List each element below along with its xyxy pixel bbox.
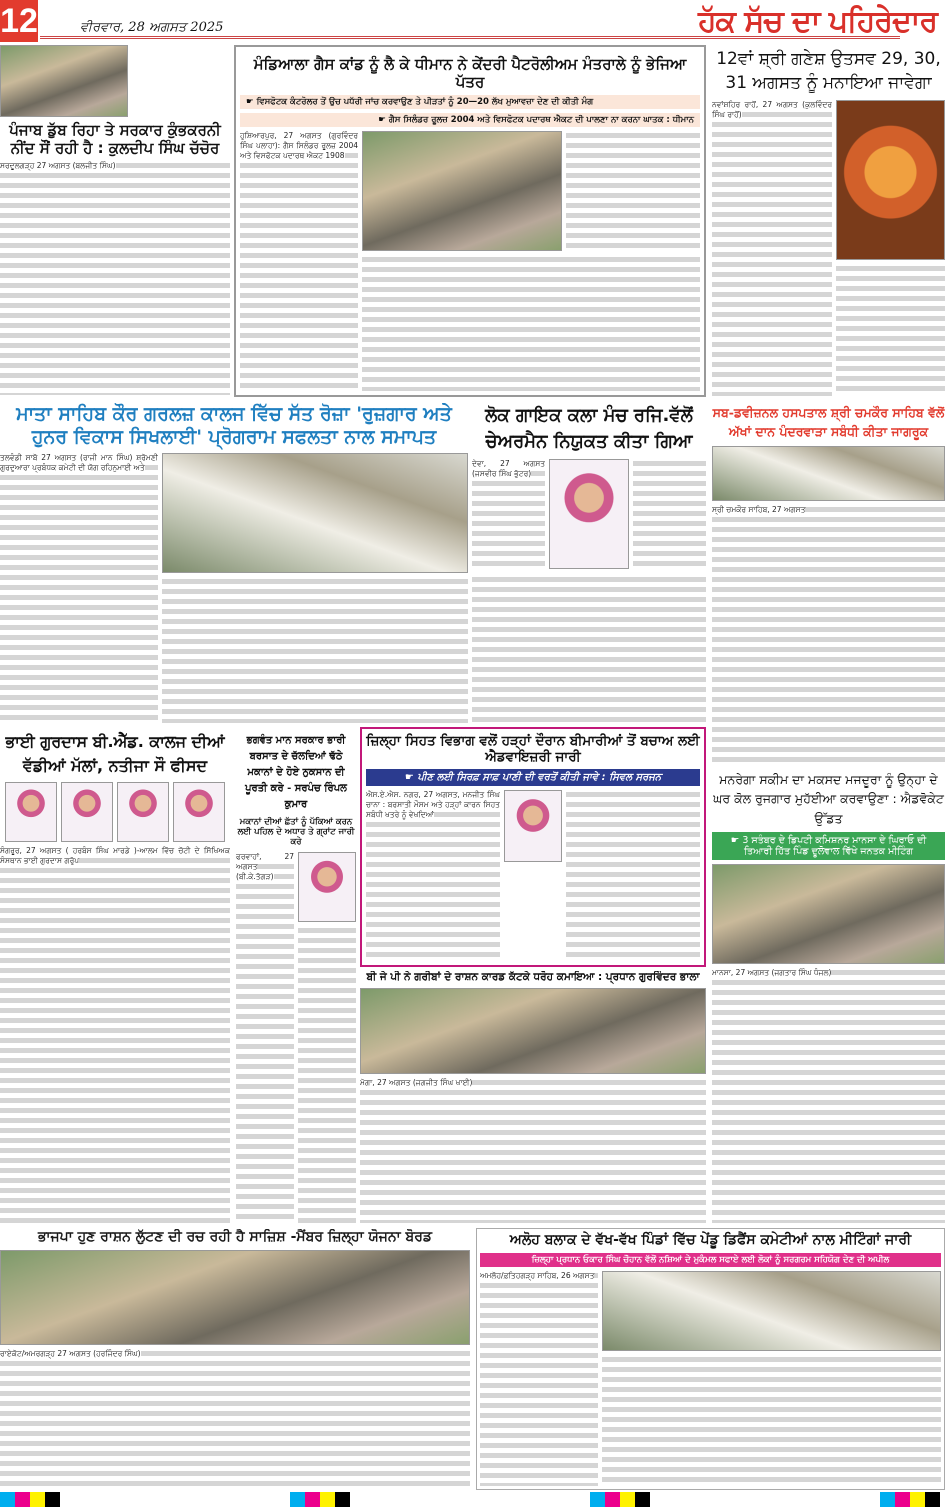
article-photo: [362, 131, 562, 251]
article-body: [0, 161, 230, 395]
article-text: ਦੇਵਾ, 27 ਅਗਸਤ (ਜਸਵੀਰ ਸਿੰਘ ਭੁੱਟਰ): [472, 459, 545, 479]
article-photo: [0, 1250, 470, 1345]
article-body-continued: [566, 131, 700, 251]
issue-date: ਵੀਰਵਾਰ, 28 ਅਗਸਤ 2025: [80, 20, 224, 35]
article-body-continued: [298, 926, 356, 1223]
article-headline: ਭਾਜਪਾ ਹੁਣ ਰਾਸ਼ਨ ਲੁੱਟਣ ਦੀ ਰਚ ਰਹੀ ਹੈ ਸਾਜ਼ਿਸ਼ -ਮੈਂਬਰ ਜ਼ਿਲ੍ਹਾ ਯੋਜਨਾ ਬੋਰਡ: [37, 1229, 433, 1245]
article-box: [476, 1228, 945, 1490]
color-registration-bar: [290, 1492, 350, 1507]
student-photo: [173, 782, 225, 842]
article: [0, 403, 468, 723]
portrait-photo: [298, 852, 356, 922]
article-body: [0, 1349, 470, 1489]
article-subhead: ☛ ਪੀਣ ਲਈ ਸਿਰਫ਼ ਸਾਫ਼ ਪਾਣੀ ਦੀ ਵਰਤੋਂ ਕੀਤੀ ਜਾਵੇ : ਸਿਵਲ ਸਰਜਨ: [366, 769, 700, 786]
student-photo: [117, 782, 169, 842]
article-photo: [162, 453, 468, 573]
article-text: ਹੁਸ਼ਿਆਰਪੁਰ, 27 ਅਗਸਤ (ਗੁਰਵਿੰਦਰ ਸਿੰਘ ਪਲਾਹਾ): ਗੈਸ ਸਿਲੰਡਰ ਰੂਲਜ਼ 2004 ਅਤੇ ਵਿਸਫੋਟਕ ਪਦਾਰਥ ਐਕਟ 1908: [240, 131, 358, 160]
article-text: ਮੋਗਾ, 27 ਅਗਸਤ (ਜਗਜੀਤ ਸਿੰਘ ਖਾਈ): [360, 1077, 473, 1087]
article-body-continued: [162, 577, 468, 723]
article-body: [480, 1271, 598, 1486]
article-headline: ਸਬ-ਡਵੀਜ਼ਨਲ ਹਸਪਤਾਲ ਸ਼੍ਰੀ ਚਮਕੌਰ ਸਾਹਿਬ ਵੱਲੋਂ ਅੱਖਾਂ ਦਾਨ ਪੰਦਰਵਾੜਾ ਸਬੰਧੀ ਕੀਤਾ ਜਾਗਰੂਕ: [712, 405, 945, 440]
color-registration-bar: [0, 1492, 60, 1507]
article-subhead: ਜ਼ਿਲ੍ਹਾ ਪ੍ਰਧਾਨ ਓਕਾਰ ਸਿੰਘ ਚੌਹਾਨ ਵੱਲੋਂ ਨਸ਼ਿਆਂ ਦੇ ਮੁਕੰਮਲ ਸਫਾਏ ਲਈ ਲੋਕਾਂ ਨੂੰ ਸਰਗਰਮ ਸਹਿਯੋਗ ਦੇਣ ਦੀ ਅਪੀਲ: [480, 1253, 941, 1267]
article-box: [360, 727, 706, 967]
masthead-logo: ਹੱਕ ਸੱਚ ਦਾ ਪਹਿਰੇਦਾਰ: [698, 4, 937, 39]
article-headline: ਭਗਵੰਤ ਮਾਨ ਸਰਕਾਰ ਭਾਰੀ ਬਰਸਾਤ ਦੇ ਚੱਲਦਿਆਂ ਢੱਠੇ ਮਕਾਨਾਂ ਦੇ ਹੋਏ ਨੁਕਸਾਨ ਦੀ ਪੂਰਤੀ ਕਰੇ - ਸਰਪੰਚ ਰਿੰਪਲ ਕੁਮਾਰ: [245, 735, 347, 810]
article: [712, 403, 945, 765]
article-headline: 12ਵਾਂ ਸ਼੍ਰੀ ਗਣੇਸ਼ ਉਤਸਵ 29, 30, 31 ਅਗਸਤ ਨੂੰ ਮਨਾਇਆ ਜਾਵੇਗਾ: [716, 49, 941, 93]
color-registration-bar: [880, 1492, 940, 1507]
color-registration-bar: [590, 1492, 650, 1507]
article-subhead: ਮਕਾਨਾਂ ਦੀਆਂ ਛੱਤਾਂ ਨੂੰ ਪੱਕਿਆਂ ਕਰਨ ਲਈ ਪਹਿਲ ਦੇ ਅਧਾਰ ਤੇ ਗ੍ਰਾਂਟ ਜਾਰੀ ਕਰੇ: [237, 817, 355, 848]
article-body: [712, 968, 945, 1223]
article-subhead: ☛ 3 ਸਤੰਬਰ ਦੇ ਡਿਪਟੀ ਕਮਿਸ਼ਨਰ ਮਾਨਸਾ ਦੇ ਘਿਰਾਓ ਦੀ ਤਿਆਰੀ ਹਿੱਤ ਪਿੰਡ ਦੂਲੋਵਾਲ ਵਿੱਖੇ ਜਨਤਕ ਮੀਟਿੰਗ: [712, 832, 945, 860]
header-rule: [40, 36, 900, 39]
article-text: ਰਾਏਕੋਟ/ਅਮਰਗੜ੍ਹ 27 ਅਗਸਤ (ਹਰਜਿੰਦਰ ਸਿੰਘ): [0, 1348, 141, 1358]
article-text: ਤਲਵੰਡੀ ਸਾਬੋ 27 ਅਗਸਤ (ਰਾਜੀ ਮਾਨ ਸਿੰਘ) ਸ਼੍ਰੋਮਣੀ ਗੁਰਦੁਆਰਾ ਪ੍ਰਬੰਧਕ ਕਮੇਟੀ ਦੀ ਯੋਗ ਰਹਿਨੁਮਾਈ ਅਤੇ: [0, 452, 158, 472]
article-box: [234, 45, 706, 397]
article-headline: ਲੋਕ ਗਾਇਕ ਕਲਾ ਮੰਚ ਰਜਿ.ਵੱਲੋਂ ਚੇਅਰਮੈਨ ਨਿਯੁਕਤ ਕੀਤਾ ਗਿਆ: [485, 405, 693, 453]
article-body: [240, 131, 358, 391]
article-headline: ਪੰਜਾਬ ਡੁੱਬ ਰਿਹਾ ਤੇ ਸਰਕਾਰ ਕੁੰਭਕਰਨੀ ਨੀਂਦ ਸੌਂ ਰਹੀ ਹੈ : ਕੁਲਦੀਪ ਸਿੰਘ ਚੱਚੋਰ: [9, 121, 221, 157]
article-headline: ਬੀ ਜੇ ਪੀ ਨੇ ਗਰੀਬਾਂ ਦੇ ਰਾਸ਼ਨ ਕਾਰਡ ਕੱਟਕੇ ਧਰੋਹ ਕਮਾਇਆ : ਪ੍ਰਧਾਨ ਗੁਰਵਿੰਦਰ ਭਾਲਾ: [366, 971, 700, 983]
article: [712, 48, 945, 396]
article-photo: [360, 988, 706, 1074]
article-subhead: ☛ ਵਿਸਫੋਟਕ ਕੰਟਰੋਲਰ ਤੋਂ ਉਚ ਪਧੱਰੀ ਜਾਂਚ ਕਰਵਾਉਣ ਤੇ ਪੀੜਤਾਂ ਨੂੰ 20—20 ਲੱਖ ਮੁਆਵਜ਼ਾ ਦੇਣ ਦੀ ਕੀਤੀ ਮੰਗ: [240, 95, 700, 109]
article-headline: ਮੰਡਿਆਲਾ ਗੈਸ ਕਾਂਡ ਨੂੰ ਲੈ ਕੇ ਧੀਮਾਨ ਨੇ ਕੇਂਦਰੀ ਪੈਟਰੋਲੀਅਮ ਮੰਤਰਾਲੇ ਨੂੰ ਭੇਜਿਆ ਪੱਤਰ: [253, 55, 687, 91]
page-number: 12: [0, 2, 38, 40]
article-photo: [712, 864, 945, 964]
article-body: [0, 453, 158, 723]
article-body: [236, 852, 294, 1223]
article-headline: ਮਾਤਾ ਸਾਹਿਬ ਕੌਰ ਗਰਲਜ਼ ਕਾਲਜ ਵਿੱਚ ਸੱਤ ਰੋਜ਼ਾ 'ਰੁਜ਼ਗਾਰ ਅਤੇ ਹੁਨਰ ਵਿਕਾਸ ਸਿਖਲਾਈ' ਪ੍ਰੋਗਰਾਮ ਸਫਲਤਾ ਨਾਲ ਸਮਾਪਤ: [16, 403, 452, 448]
article-text: ਨਵਾਂਸ਼ਹਿਰ ਰਾਹੋਂ, 27 ਅਗਸਤ (ਕੁਲਵਿੰਦਰ ਸਿੰਘ ਰਾਹੋਂ): [712, 99, 832, 119]
article-body-continued: [602, 1355, 941, 1486]
ganesh-photo: [836, 100, 945, 260]
article-text: ਸਰਦੂਲਗੜ੍ਹ 27 ਅਗਸਤ (ਬਲਜੀਤ ਸਿੰਘ): [0, 161, 116, 170]
article-subhead: ☛ ਗੈਸ ਸਿਲੰਡਰ ਰੂਲਜ਼ 2004 ਅਤੇ ਵਿਸਫੋਟਕ ਪਦਾਰਥ ਐਕਟ ਦੀ ਪਾਲਣਾ ਨਾ ਕਰਨਾ ਘਾਤਕ : ਧੀਮਾਨ: [240, 113, 700, 127]
article-text: ਫਰਵਾਹਾਂ, 27 ਅਗਸਤ (ਬੀ.ਕੇ.ਤੱਗੜ): [236, 851, 294, 881]
civil-surgeon-photo: [504, 790, 562, 862]
article-text: ਸ੍ਰੀ ਚਮਕੌਰ ਸਾਹਿਬ, 27 ਅਗਸਤ: [712, 504, 806, 514]
article: [0, 730, 230, 1223]
article-text: ਅਮਲੋਹ/ਫ਼ਤਿਹਗੜ੍ਹ ਸਾਹਿਬ, 26 ਅਗਸਤ: [480, 1270, 595, 1280]
article-photo: [712, 446, 945, 501]
article-headline: ਜ਼ਿਲ੍ਹਾ ਸਿਹਤ ਵਿਭਾਗ ਵਲੋਂ ਹੜ੍ਹਾਂ ਦੌਰਾਨ ਬੀਮਾਰੀਆਂ ਤੋਂ ਬਚਾਅ ਲਈ ਐਡਵਾਇਜ਼ਰੀ ਜਾਰੀ: [366, 733, 700, 766]
article-text: ਮਾਨਸਾ, 27 ਅਗਸਤ (ਜਗਤਾਰ ਸਿੰਘ ਧੰਜਲ): [712, 968, 832, 978]
article: [360, 971, 706, 1223]
article-headline: ਭਾਈ ਗੁਰਦਾਸ ਬੀ.ਐੱਡ. ਕਾਲਜ ਦੀਆਂ ਵੱਡੀਆਂ ਮੱਲਾਂ, ਨਤੀਜਾ ਸੌ ਫੀਸਦ: [5, 732, 225, 775]
article-body: [360, 1078, 706, 1223]
article-body-continued: [633, 459, 706, 571]
article-body-continued: [362, 255, 700, 391]
article-text: ਐਸ.ਏ.ਐਸ. ਨਗਰ, 27 ਅਗਸਤ, ਮਨਜੀਤ ਸਿੰਘ ਚਾਨਾ : ਬਰਸਾਤੀ ਮੌਸਮ ਅਤੇ ਹੜ੍ਹਾਂ ਕਾਰਨ ਸਿਹਤ ਸਬੰਧੀ ਖਤਰੇ ਨੂੰ ਵੇਖਦਿਆਂ: [366, 790, 500, 820]
article-body: [712, 100, 832, 396]
portrait-photo: [549, 459, 629, 569]
article: [0, 45, 230, 395]
article-body: [472, 459, 545, 571]
article-headline: ਅਲੋਹ ਬਲਾਕ ਦੇ ਵੱਖ-ਵੱਖ ਪਿੰਡਾਂ ਵਿੱਚ ਪੇਂਡੂ ਡਿਫੈਂਸ ਕਮੇਟੀਆਂ ਨਾਲ ਮੀਟਿੰਗਾਂ ਜਾਰੀ: [509, 1232, 912, 1248]
article: [0, 1229, 470, 1489]
article-body: [712, 505, 945, 765]
article-text: ਸੰਗਰੂਰ, 27 ਅਗਸਤ ( ਹਰਬੰਸ ਸਿੰਘ ਮਾਰਡੇ )-ਆਲਮ ਵਿੱਚ ਚੋਟੀ ਦੇ ਸਿੱਖਿਅਕ ਸੰਸਥਾਨ ਭਾਈ ਗੁਰਦਾਸ ਗਰੁੱਪ: [0, 846, 230, 865]
article: [236, 733, 356, 1223]
article-headline: ਮਨਰੇਗਾ ਸਕੀਮ ਦਾ ਮਕਸਦ ਮਜਦੂਰਾ ਨੂੰ ਉਨ੍ਹਾ ਦੇ ਘਰ ਕੋਲ ਰੁਜਗਾਰ ਮੁਹੱਈਆ ਕਰਵਾਉਣਾ : ਐਡਵੋਕੇਟ ਉੱਡਤ: [713, 772, 944, 826]
article-body-continued: [836, 264, 945, 396]
article-body: [366, 790, 500, 961]
article: [712, 770, 945, 1223]
article-body-continued: [566, 790, 700, 961]
article-photo: [602, 1271, 941, 1351]
student-photo: [61, 782, 113, 842]
article-photo: [0, 45, 128, 117]
student-photo: [5, 782, 57, 842]
article-body: [0, 846, 230, 1223]
article: [472, 403, 706, 723]
article-body-continued: [472, 575, 706, 723]
